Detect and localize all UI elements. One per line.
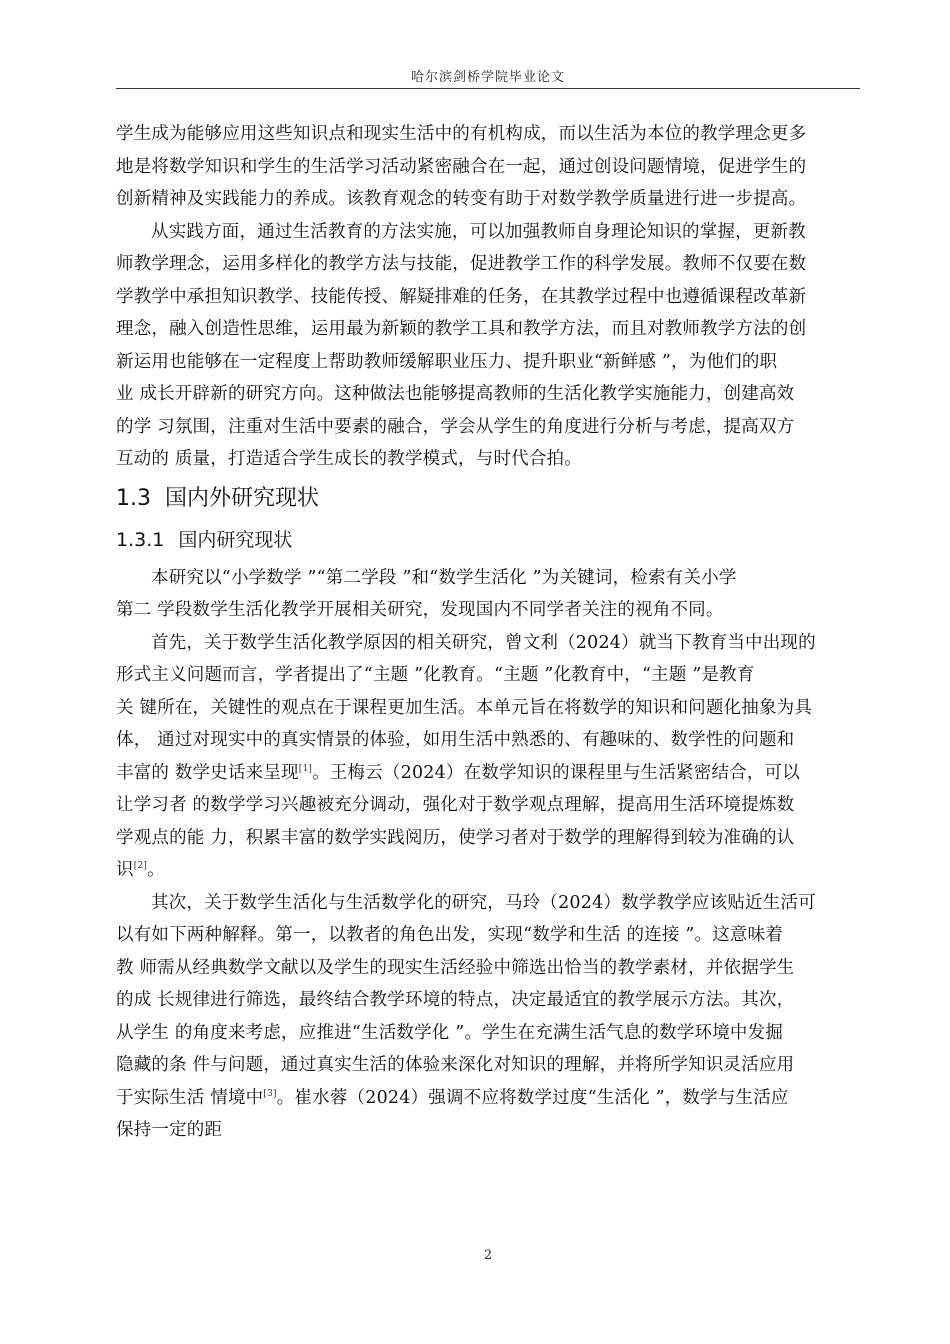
header-divider xyxy=(116,88,860,89)
text-line: 让学习者 的数学学习兴趣被充分调动，强化对于数学观点理解，提高用生活环境提炼数 xyxy=(116,795,795,815)
section-number: 1.3 xyxy=(116,485,151,511)
page-body xyxy=(116,118,860,1147)
text-line: 隐藏的条 件与问题，通过真实生活的体验来深化对知识的理解，并将所学知识灵活应用 xyxy=(116,1055,795,1075)
text-line: 新运用也能够在一定程度上帮助教师缓解职业压力、提升职业“新鲜感 ”，为他们的职 xyxy=(116,351,778,372)
text-line: 学教学中承担知识教学、技能传授、解疑排难的任务，在其教学过程中也遵循课程改革新 xyxy=(116,286,807,307)
running-header: 哈尔滨剑桥学院毕业论文 xyxy=(410,70,565,85)
text-line: 以有如下两种解释。第一，以教者的角色出发，实现“数学和生活 的连接 ”。这意味着 xyxy=(116,925,784,945)
text-segment: 。崔水蓉（2024）强调不应将数学过度“生活化 ”，数学与生活应 xyxy=(276,1087,789,1108)
text-line: 理念，融入创造性思维，运用最为新颖的教学工具和教学方法，而且对教师教学方法的创 xyxy=(116,319,807,339)
text-line: 保持一定的距 xyxy=(116,1120,223,1140)
section-title: 国内外研究现状 xyxy=(165,485,320,511)
paragraph-4 xyxy=(116,627,860,887)
text-line: 互动的 质量，打造适合学生成长的教学模式，与时代合拍。 xyxy=(116,449,582,469)
text-line: 第二 学段数学生活化教学开展相关研究，发现国内不同学者关注的视角不同。 xyxy=(116,600,724,620)
subsection-title: 国内研究现状 xyxy=(178,528,293,551)
text-line: 本研究以“小学数学 ”“第二学段 ”和“数学生活化 ”为关键词，检索有关小学 xyxy=(151,567,737,588)
text-line: 学生成为能够应用这些知识点和现实生活中的有机构成，而以生活为本位的教学理念更多 xyxy=(116,124,807,144)
text-line: 创新精神及实践能力的养成。该教育观念的转变有助于对数学教学质量进行进一步提高。 xyxy=(116,189,807,209)
text-line: 形式主义问题而言，学者提出了“主题 ”化教育。“主题 ”化教育中，“主题 ”是教育 xyxy=(116,665,755,685)
page-number: 2 xyxy=(483,1248,493,1263)
text-line: 的成 长规律进行筛选，最终结合教学环境的特点，决定最适宜的教学展示方法。其次， xyxy=(116,990,795,1010)
text-line: 的学 习氛围，注重对生活中要素的融合，学会从学生的角度进行分析与考虑，提高双方 xyxy=(116,416,795,437)
text-line: 地是将数学知识和学生的生活学习活动紧密融合在一起，通过创设问题情境，促进学生的 xyxy=(116,156,807,177)
text-line: 教 师需从经典数学文献以及学生的现实生活经验中筛选出恰当的教学素材，并依据学生 xyxy=(116,957,795,978)
citation-marker[interactable]: [2] xyxy=(133,861,148,872)
text-line: 师教学理念，运用多样化的教学方法与技能，促进教学工作的科学发展。教师不仅要在数 xyxy=(116,254,807,274)
subsection-heading-1-3-1 xyxy=(116,526,860,554)
text-line: 学观点的能 力，积累丰富的数学实践阅历，使学习者对于数学的理解得到较为准确的认 xyxy=(116,827,795,848)
text-segment: 丰富的 数学史话来呈现 xyxy=(116,762,299,783)
subsection-number: 1.3.1 xyxy=(116,528,165,551)
text-line xyxy=(116,757,860,790)
text-segment: 识 xyxy=(116,860,134,880)
text-line: 关 键所在，关键性的观点在于课程更加生活。本单元旨在将数学的知识和问题化抽象为具 xyxy=(116,697,813,718)
text-line: 业 成长开辟新的研究方向。这种做法也能够提高教师的生活化教学实施能力，创建高效 xyxy=(116,384,795,404)
citation-marker[interactable]: [3] xyxy=(263,1088,277,1099)
text-line: 首先，关于数学生活化教学原因的相关研究，曾文利（2024）就当下教育当中出现的 xyxy=(151,632,816,653)
paragraph-1 xyxy=(116,118,860,216)
citation-marker[interactable]: [1] xyxy=(298,763,313,774)
text-segment: 于实际生活 情境中 xyxy=(116,1087,264,1108)
section-heading-1-3 xyxy=(116,484,860,514)
paragraph-2 xyxy=(116,216,860,476)
text-segment: 。王梅云（2024）在数学知识的课程里与生活紧密结合，可以 xyxy=(312,762,800,783)
paragraph-5 xyxy=(116,887,860,1147)
text-line: 从实践方面，通过生活教育的方法实施，可以加强教师自身理论知识的掌握，更新教 xyxy=(151,221,806,242)
text-line xyxy=(116,1082,860,1115)
paragraph-3 xyxy=(116,562,860,627)
text-line xyxy=(116,854,860,887)
text-line: 体， 通过对现实中的真实情景的体验，如用生活中熟悉的、有趣味的、数学性的问题和 xyxy=(116,730,795,750)
text-segment: 。 xyxy=(147,860,165,880)
text-line: 从学生 的角度来考虑，应推进“生活数学化 ”。学生在充满生活气息的数学环境中发掘 xyxy=(116,1022,784,1043)
text-line: 其次，关于数学生活化与生活数学化的研究，马玲（2024）数学教学应该贴近生活可 xyxy=(151,892,816,913)
